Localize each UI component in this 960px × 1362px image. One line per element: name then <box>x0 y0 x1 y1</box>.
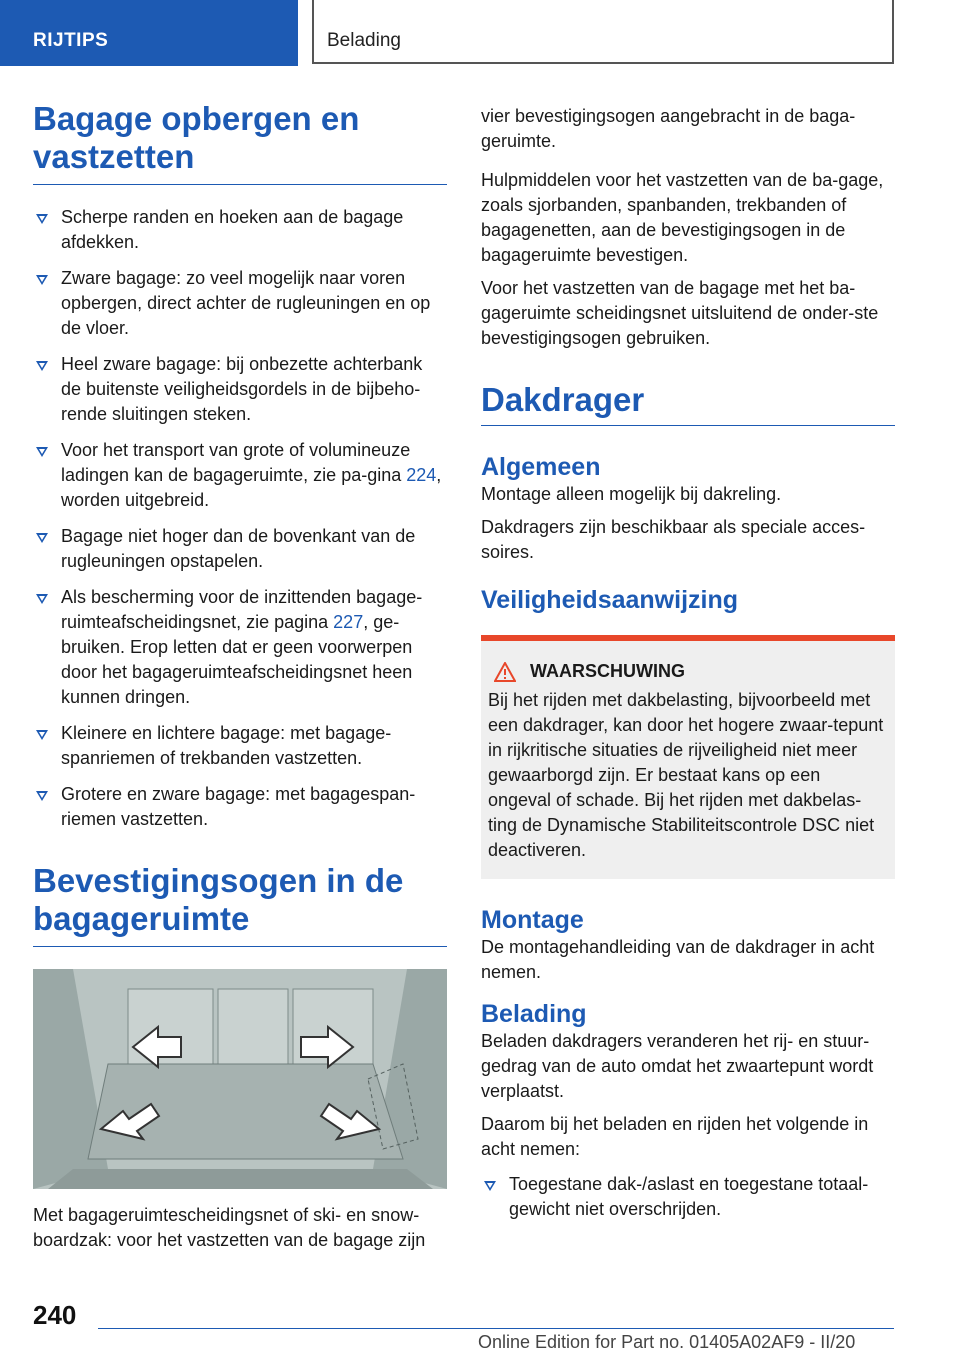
triangle-bullet-icon <box>36 447 48 457</box>
heading-montage: Montage <box>481 906 584 934</box>
list-item-text: , worden uitgebreid. <box>61 465 442 510</box>
triangle-bullet-icon <box>36 275 48 285</box>
list-item <box>33 721 447 771</box>
page-header <box>0 0 960 66</box>
list-item <box>33 585 447 710</box>
triangle-bullet-icon <box>36 730 48 740</box>
list-item <box>33 266 447 341</box>
paragraph: Dakdragers zijn beschikbaar als speciale acces-soires. <box>481 517 866 562</box>
list-item-text: Voor het transport van grote of volumineuze ladingen kan de bagageruimte, zie pa-gina <box>61 440 411 485</box>
paragraph: De montagehandleiding van de dakdrager in acht nemen. <box>481 937 875 982</box>
triangle-bullet-icon <box>36 594 48 604</box>
image-caption: Met bagageruimtescheidingsnet of ski- en snow-boardzak: voor het vastzetten van de bagage zijn <box>33 1205 426 1250</box>
edition-text: Online Edition for Part no. 01405A02AF9 - II/20 <box>478 1332 856 1352</box>
triangle-bullet-icon <box>36 791 48 801</box>
heading-veiligheid: Veiligheidsaanwijzing <box>481 586 739 614</box>
footer-divider <box>98 1328 894 1329</box>
warning-triangle-icon <box>494 662 516 682</box>
list-item-text: Toegestane dak-/aslast en toegestane totaal-gewicht niet overschrijden. <box>509 1174 869 1219</box>
paragraph: vier bevestigingsogen aangebracht in de baga-geruimte. <box>481 106 856 151</box>
trunk-illustration <box>33 969 447 1189</box>
paragraph: Montage alleen mogelijk bij dakreling. <box>481 484 782 504</box>
paragraph: Hulpmiddelen voor het vastzetten van de ba-gage, zoals sjorbanden, spanbanden, trekbanden of bagagenetten, aan de bevestigingsogen in de bagageruimte bevestigen. <box>481 170 884 265</box>
page-footer <box>0 1300 960 1362</box>
left-column <box>33 100 447 1253</box>
bagage-list <box>33 205 447 832</box>
page-link-224[interactable]: 224 <box>406 465 437 485</box>
warning-header <box>488 661 888 682</box>
list-item-text: Zware bagage: zo veel mogelijk naar voren opbergen, direct achter de rugleuningen en op de vloer. <box>61 268 431 338</box>
warning-box <box>481 635 895 879</box>
list-item <box>33 352 447 427</box>
list-item-text: Bagage niet hoger dan de bovenkant van de rugleuningen opstapelen. <box>61 526 416 571</box>
list-item-text: Als bescherming voor de inzittenden bagage-ruimteafscheidingsnet, zie pagina <box>61 587 423 632</box>
heading-algemeen: Algemeen <box>481 453 601 481</box>
list-item-text: , ge-bruiken. Erop letten dat er geen voorwerpen door het bagageruimteafscheidingsnet heen kunnen dringen. <box>61 612 413 707</box>
triangle-bullet-icon <box>484 1181 496 1191</box>
heading-bevestigingsogen: Bevestigingsogen in de bagageruimte <box>33 862 447 947</box>
warning-title: WAARSCHUWING <box>530 661 685 681</box>
right-column <box>481 104 895 1233</box>
warning-text: Bij het rijden met dakbelasting, bijvoorbeeld met een dakdrager, kan door het hogere zwaar-tepunt in rijkritische situaties de rijveiligheid niet meer gewaarborgd zijn. Er bestaat kans op een ongeval of schade. Bij het rijden met dakbelas-ting de Dynamische Stabiliteitscontrole DSC niet deactiveren. <box>488 690 884 860</box>
paragraph: Daarom bij het beladen en rijden het volgende in acht nemen: <box>481 1114 869 1159</box>
page-link-227[interactable]: 227 <box>333 612 364 632</box>
paragraph: Voor het vastzetten van de bagage met het ba-gageruimte scheidingsnet uitsluitend de onder-ste bevestigingsogen gebruiken. <box>481 278 879 348</box>
page-number: 240 <box>33 1300 77 1330</box>
heading-bagage: Bagage opbergen en vastzetten <box>33 100 447 185</box>
list-item-text: Heel zware bagage: bij onbezette achterbank de buitenste veiligheidsgordels in de bijbeho-rende sluitingen steken. <box>61 354 423 424</box>
list-item <box>33 782 447 832</box>
trunk-photo-icon <box>33 969 447 1189</box>
heading-dakdrager: Dakdrager <box>481 381 895 426</box>
list-item-text: Scherpe randen en hoeken aan de bagage afdekken. <box>61 207 404 252</box>
chapter-tab: Belading <box>312 0 894 64</box>
list-item <box>33 524 447 574</box>
heading-belading: Belading <box>481 1000 587 1028</box>
list-item <box>33 438 447 513</box>
paragraph: Beladen dakdragers veranderen het rij- en stuur-gedrag van de auto omdat het zwaartepunt wordt verplaatst. <box>481 1031 874 1101</box>
triangle-bullet-icon <box>36 533 48 543</box>
list-item <box>481 1172 895 1222</box>
section-tab: RIJTIPS <box>0 0 298 66</box>
belading-list <box>481 1172 895 1222</box>
list-item-text: Grotere en zware bagage: met bagagespan-riemen vastzetten. <box>61 784 416 829</box>
list-item-text: Kleinere en lichtere bagage: met bagage-spanriemen of trekbanden vastzetten. <box>61 723 392 768</box>
triangle-bullet-icon <box>36 361 48 371</box>
list-item <box>33 205 447 255</box>
triangle-bullet-icon <box>36 214 48 224</box>
